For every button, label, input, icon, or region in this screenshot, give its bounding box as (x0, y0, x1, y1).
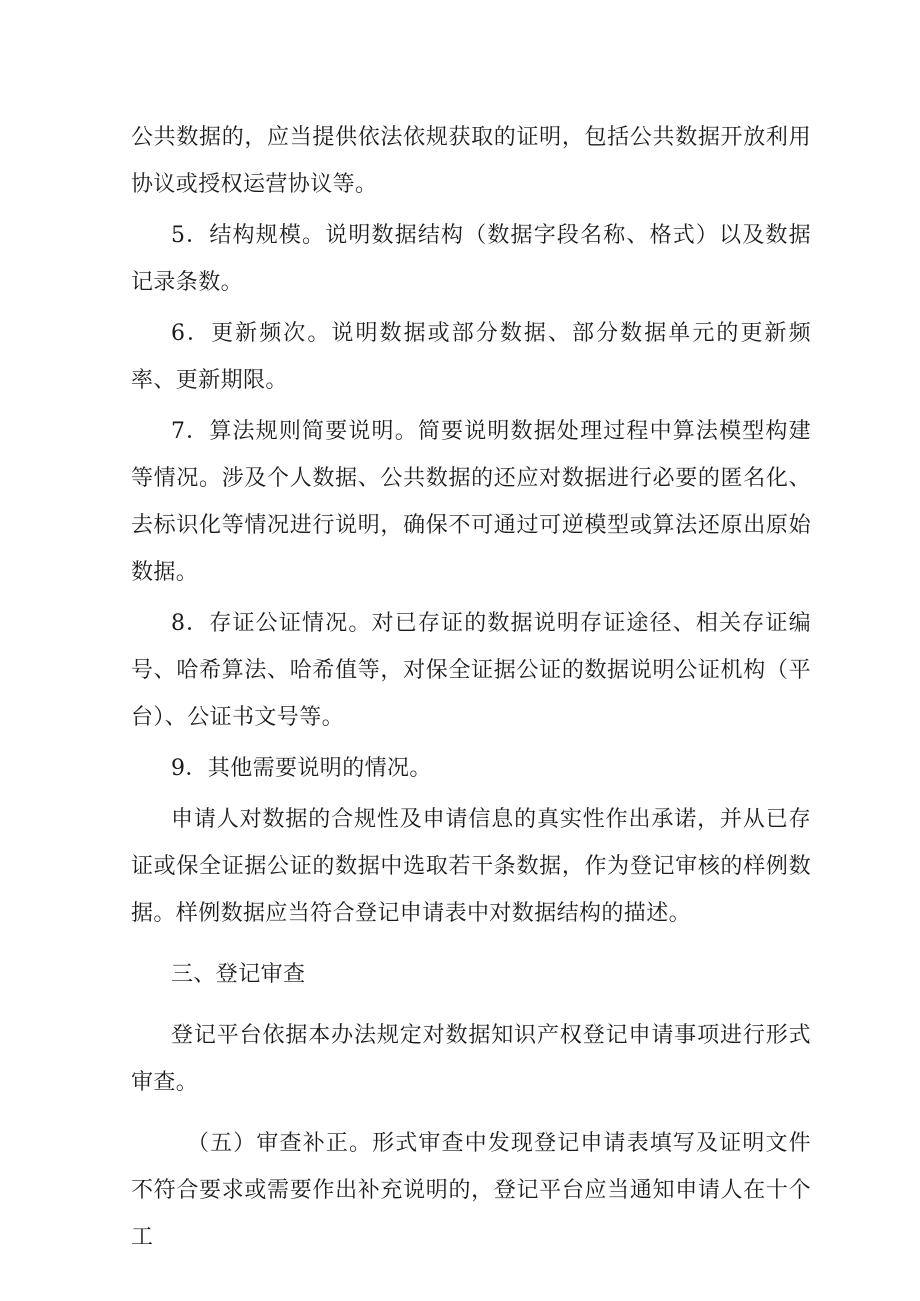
paragraph-formal-review: 登记平台依据本办法规定对数据知识产权登记申请事项进行形式审查。 (131, 1023, 811, 1095)
paragraph-item-5-structure-scale: 5．结构规模。说明数据结构（数据字段名称、格式）以及数据记录条数。 (131, 223, 811, 295)
paragraph-item-7-algorithm-rules: 7．算法规则简要说明。简要说明数据处理过程中算法模型构建等情况。涉及个人数据、公共数据的还应对数据进行必要的匿名化、去标识化等情况进行说明，确保不可通过可逆模型或算法还原出原始数据。 (131, 419, 811, 585)
section-heading-registration-review: 三、登记审查 (171, 962, 306, 987)
paragraph-item-9-other: 9．其他需要说明的情况。 (171, 756, 432, 781)
paragraph-item-6-update-frequency: 6．更新频次。说明数据或部分数据、部分数据单元的更新频率、更新期限。 (131, 321, 811, 393)
paragraph-public-data-proof: 公共数据的，应当提供依法依规获取的证明，包括公共数据开放利用协议或授权运营协议等。 (131, 125, 811, 197)
paragraph-review-correction: （五）审查补正。形式审查中发现登记申请表填写及证明文件不符合要求或需要作出补充说明的，登记平台应当通知申请人在十个工 (131, 1131, 811, 1250)
paragraph-applicant-commitment: 申请人对数据的合规性及申请信息的真实性作出承诺，并从已存证或保全证据公证的数据中选取若干条数据，作为登记审核的样例数据。样例数据应当符合登记申请表中对数据结构的描述。 (131, 807, 811, 926)
document-body (131, 114, 811, 1265)
paragraph-item-8-notarization: 8．存证公证情况。对已存证的数据说明存证途径、相关存证编号、哈希算法、哈希值等，对保全证据公证的数据说明公证机构（平台）、公证书文号等。 (131, 611, 811, 730)
